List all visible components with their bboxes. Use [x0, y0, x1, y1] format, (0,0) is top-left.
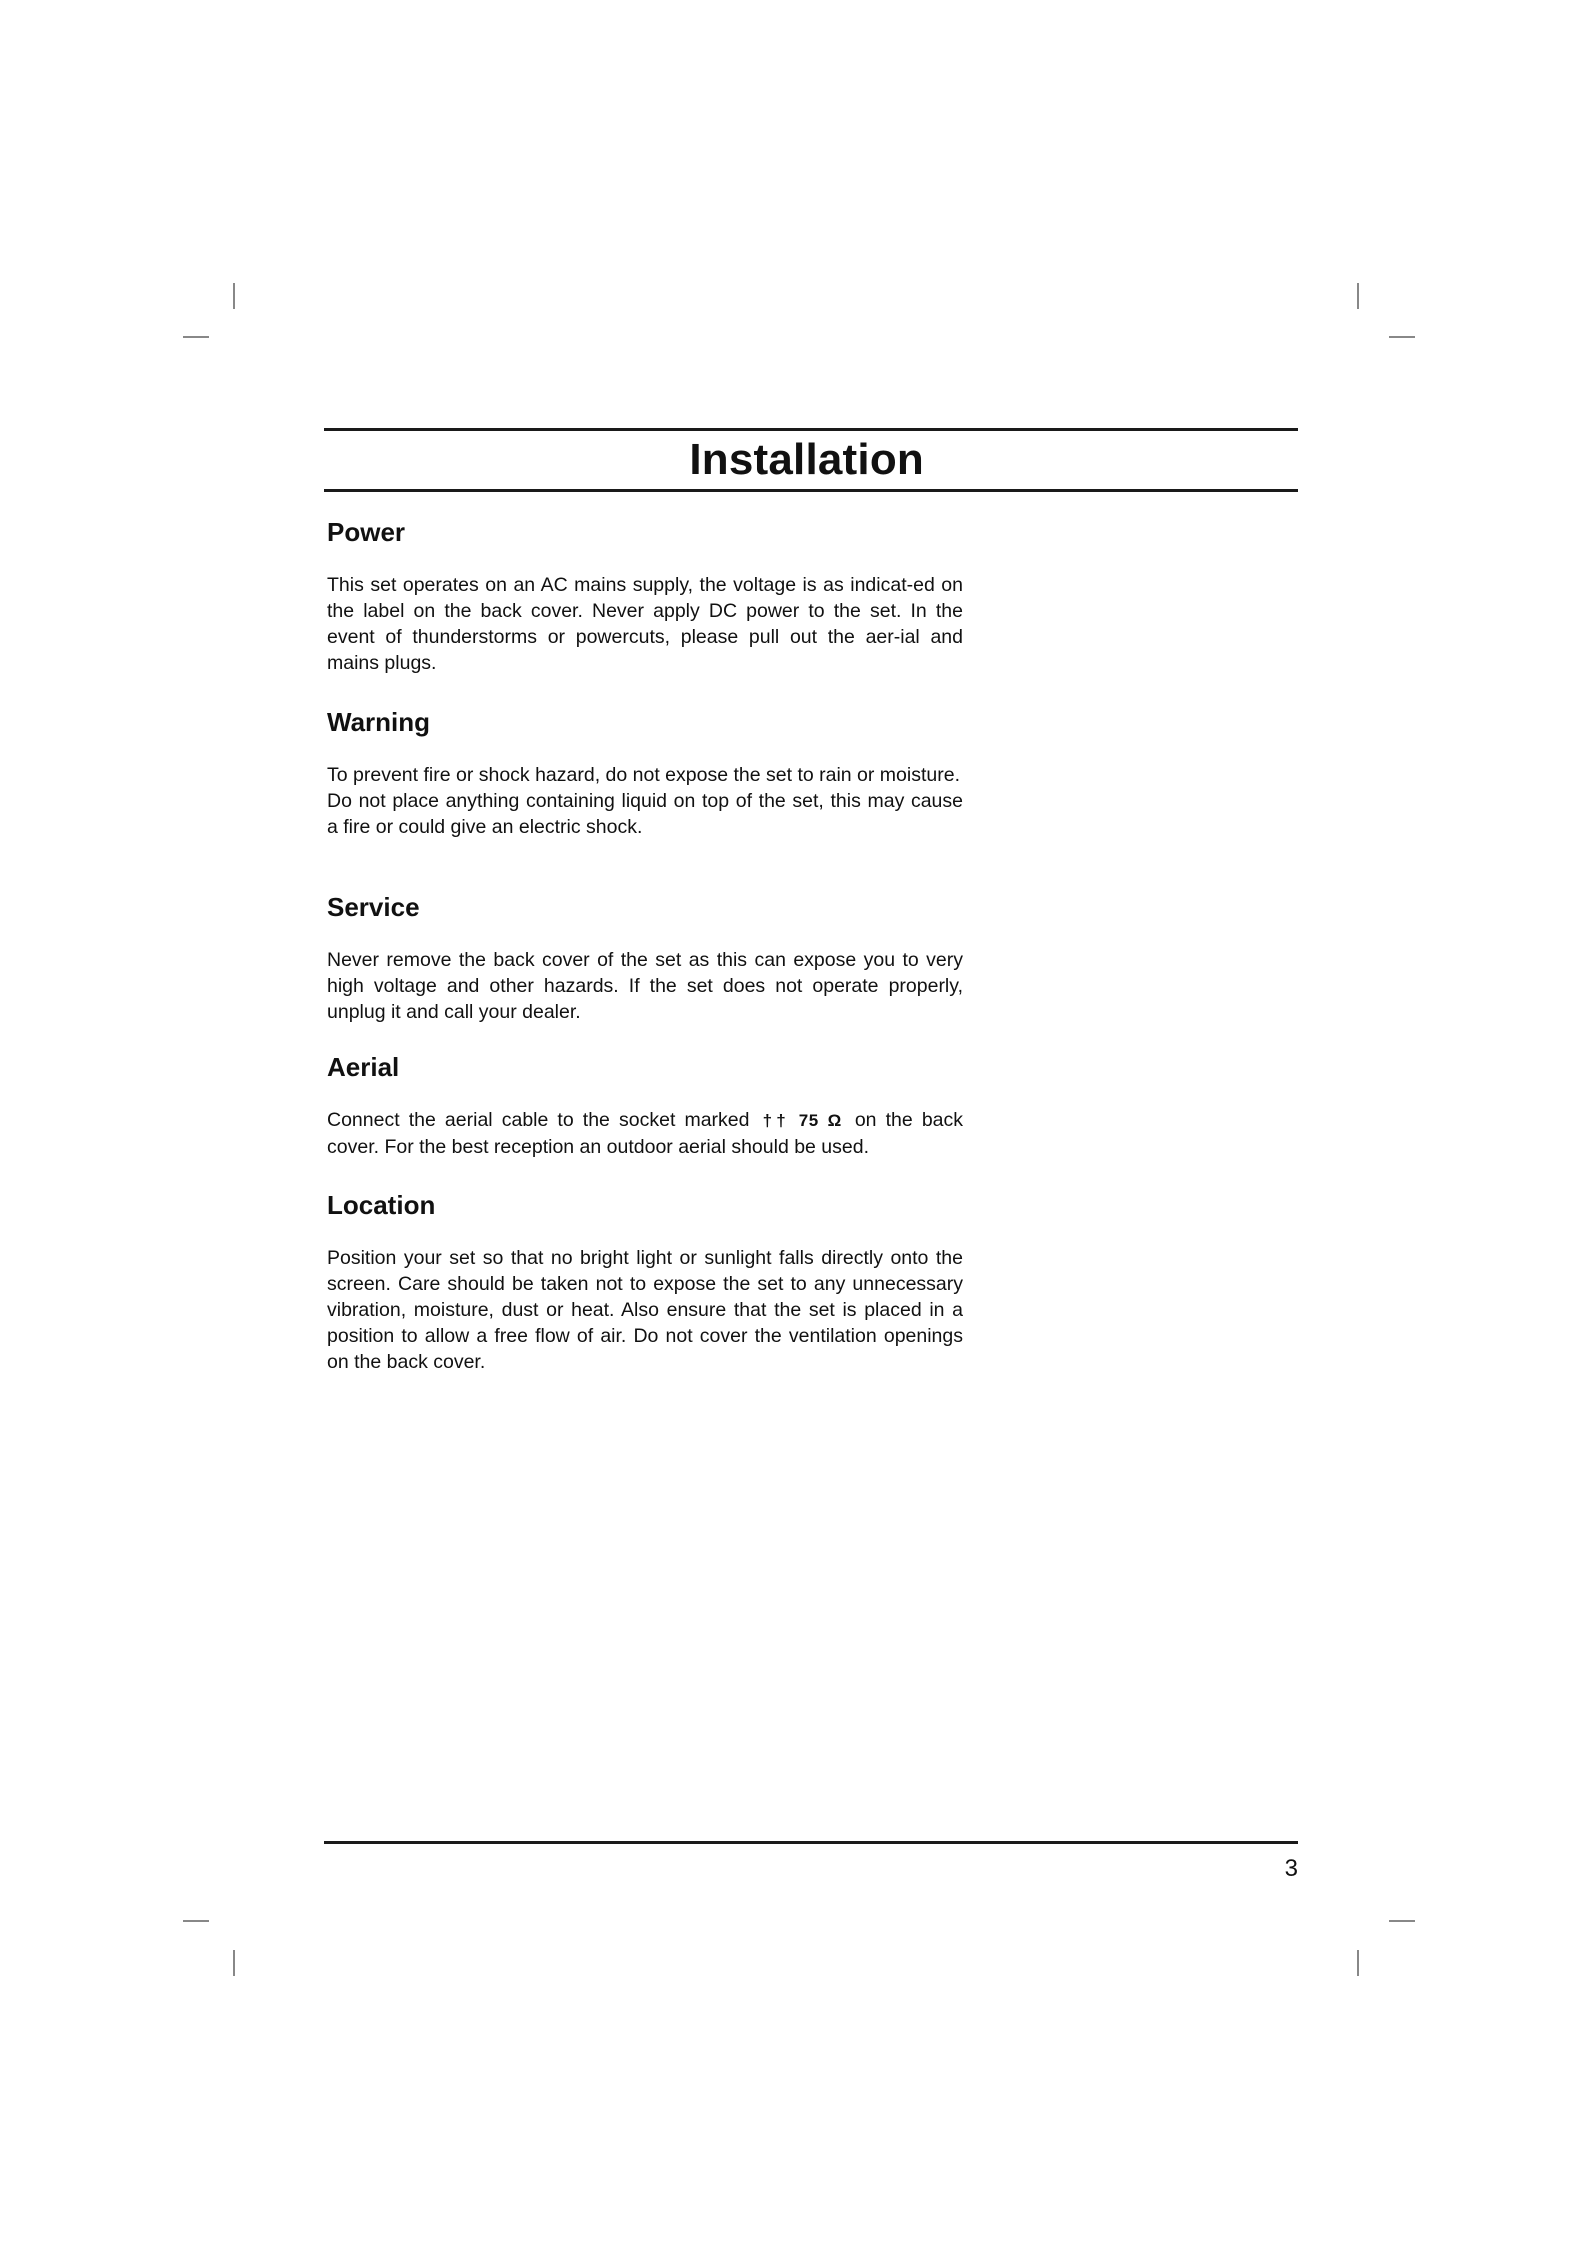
section-power [327, 514, 963, 676]
section-body [327, 1107, 963, 1160]
section-body [327, 572, 963, 676]
section-heading: Aerial [327, 1052, 400, 1082]
crop-mark-bottom-left-vertical [233, 1950, 235, 1976]
title-rule-top [324, 428, 1298, 431]
crop-mark-top-right-horizontal [1389, 336, 1415, 338]
footer-rule [324, 1841, 1298, 1844]
paragraph: Do not place anything containing liquid on top of the set, this may cause a fire or could give an electric shock. [327, 790, 963, 838]
aerial-text-before: Connect the aerial cable to the socket marked [327, 1109, 750, 1131]
paragraph: Position your set so that no bright light or sunlight falls directly onto the screen. Care should be taken not to expose the set to any unnecessary vibration, moisture, dust or heat. Also ensure that the set is placed in a position to allow a free flow of air. Do not cover the ventilation openings on the back cover. [327, 1247, 963, 1373]
section-warning [327, 704, 963, 840]
section-body [327, 1245, 963, 1375]
crop-mark-bottom-right-vertical [1357, 1950, 1359, 1976]
section-aerial [327, 1049, 963, 1160]
section-body [327, 947, 963, 1025]
aerial-socket-marking: †† 75 Ω [762, 1111, 842, 1130]
crop-mark-bottom-left-horizontal [183, 1920, 209, 1922]
paragraph: To prevent fire or shock hazard, do not expose the set to rain or moisture. [327, 764, 960, 786]
crop-mark-bottom-right-horizontal [1389, 1920, 1415, 1922]
crop-mark-top-left-vertical [233, 283, 235, 309]
paragraph: This set operates on an AC mains supply, the voltage is as indicat-ed on the label on the back cover. Never apply DC power to the set. In the event of thunderstorms or powercuts, please pull out the aer-ial and mains plugs. [327, 574, 963, 674]
page-number: 3 [1284, 1855, 1298, 1882]
section-service [327, 889, 963, 1025]
crop-mark-top-right-vertical [1357, 283, 1359, 309]
title-rule-bottom [324, 489, 1298, 492]
section-heading: Service [327, 892, 420, 922]
section-body [327, 762, 963, 840]
section-heading: Location [327, 1190, 436, 1220]
paragraph [327, 1107, 963, 1160]
page-title: Installation [689, 435, 924, 484]
section-heading: Warning [327, 707, 431, 737]
crop-mark-top-left-horizontal [183, 336, 209, 338]
aerial-text-after: on the back cover. For the best reception an outdoor aerial should be used. [327, 1109, 964, 1158]
paragraph: Never remove the back cover of the set as this can expose you to very high voltage and other hazards. If the set does not operate properly, unplug it and call your dealer. [327, 949, 963, 1023]
section-heading: Power [327, 517, 406, 547]
section-location [327, 1187, 963, 1375]
